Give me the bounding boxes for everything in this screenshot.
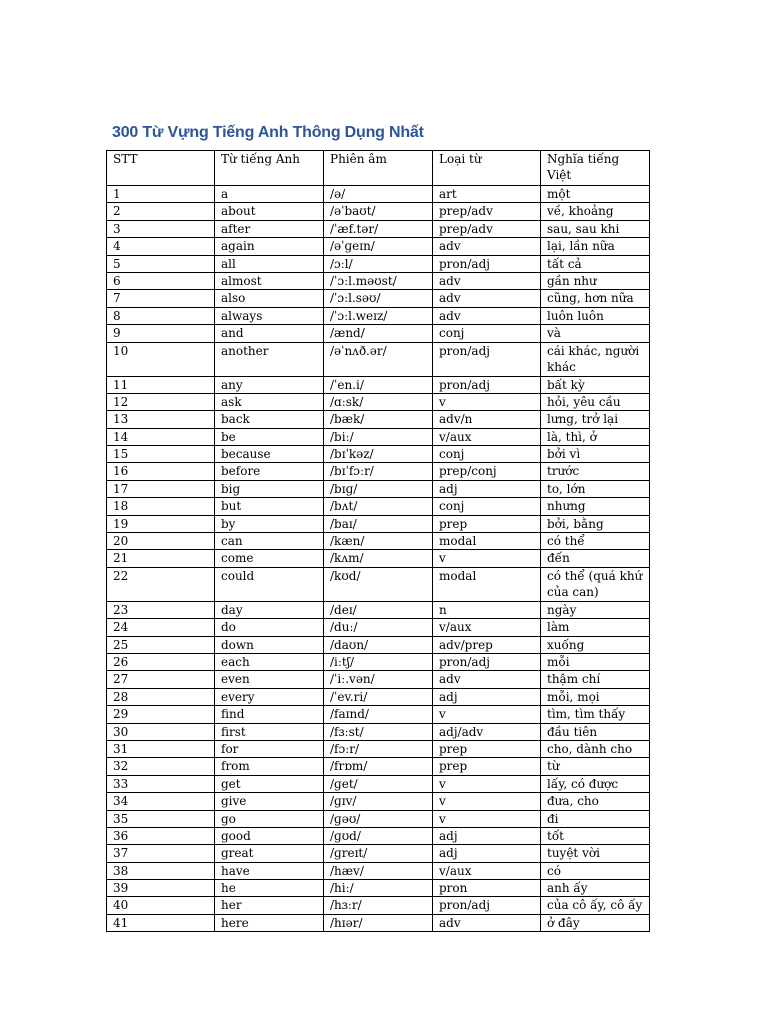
cell-word-type: adj — [433, 480, 541, 497]
cell-vietnamese-meaning: tốt — [541, 827, 650, 844]
cell-pronunciation: /ə/ — [324, 186, 433, 203]
cell-pronunciation: /faɪnd/ — [324, 706, 433, 723]
table-row — [107, 533, 650, 550]
table-row — [107, 272, 650, 289]
cell-english-word: day — [215, 601, 324, 618]
cell-stt: 21 — [107, 550, 215, 567]
cell-vietnamese-meaning: hỏi, yêu cầu — [541, 393, 650, 410]
cell-vietnamese-meaning: bất kỳ — [541, 376, 650, 393]
cell-stt: 3 — [107, 220, 215, 237]
cell-stt: 16 — [107, 463, 215, 480]
document-title: 300 Từ Vựng Tiếng Anh Thông Dụng Nhất — [112, 124, 424, 141]
cell-english-word: always — [215, 307, 324, 324]
cell-vietnamese-meaning: ở đây — [541, 914, 650, 931]
cell-vietnamese-meaning: to, lớn — [541, 480, 650, 497]
cell-english-word: here — [215, 914, 324, 931]
cell-english-word: her — [215, 897, 324, 914]
cell-vietnamese-meaning: gần như — [541, 272, 650, 289]
table-row — [107, 758, 650, 775]
table-row — [107, 845, 650, 862]
cell-stt: 24 — [107, 619, 215, 636]
cell-word-type: conj — [433, 325, 541, 342]
table-row — [107, 827, 650, 844]
cell-pronunciation: /ˈɔːl.səʊ/ — [324, 290, 433, 307]
cell-vietnamese-meaning: ngày — [541, 601, 650, 618]
cell-word-type: conj — [433, 498, 541, 515]
cell-english-word: get — [215, 775, 324, 792]
cell-pronunciation: /baɪ/ — [324, 515, 433, 532]
table-row — [107, 446, 650, 463]
cell-pronunciation: /ɔːl/ — [324, 255, 433, 272]
table-row — [107, 567, 650, 601]
cell-stt: 33 — [107, 775, 215, 792]
cell-stt: 36 — [107, 827, 215, 844]
cell-stt: 40 — [107, 897, 215, 914]
table-row — [107, 238, 650, 255]
cell-english-word: give — [215, 793, 324, 810]
cell-stt: 23 — [107, 601, 215, 618]
cell-english-word: ask — [215, 393, 324, 410]
header-vietnamese-meaning: Nghĩa tiếng Việt — [541, 151, 650, 186]
cell-word-type: prep — [433, 740, 541, 757]
cell-vietnamese-meaning: tất cả — [541, 255, 650, 272]
cell-vietnamese-meaning: trước — [541, 463, 650, 480]
cell-pronunciation: /ænd/ — [324, 325, 433, 342]
cell-english-word: all — [215, 255, 324, 272]
cell-stt: 1 — [107, 186, 215, 203]
cell-english-word: from — [215, 758, 324, 775]
cell-stt: 17 — [107, 480, 215, 497]
cell-stt: 4 — [107, 238, 215, 255]
cell-stt: 20 — [107, 533, 215, 550]
header-word-type: Loại từ — [433, 151, 541, 186]
cell-vietnamese-meaning: cái khác, người khác — [541, 342, 650, 376]
table-row — [107, 671, 650, 688]
table-row — [107, 636, 650, 653]
header-stt: STT — [107, 151, 215, 186]
table-row — [107, 775, 650, 792]
cell-vietnamese-meaning: sau, sau khi — [541, 220, 650, 237]
cell-word-type: pron/adj — [433, 342, 541, 376]
cell-stt: 31 — [107, 740, 215, 757]
cell-word-type: v/aux — [433, 619, 541, 636]
cell-vietnamese-meaning: tìm, tìm thấy — [541, 706, 650, 723]
table-row — [107, 914, 650, 931]
cell-vietnamese-meaning: nhưng — [541, 498, 650, 515]
cell-stt: 34 — [107, 793, 215, 810]
cell-english-word: again — [215, 238, 324, 255]
cell-english-word: about — [215, 203, 324, 220]
cell-pronunciation: /əˈnʌð.ər/ — [324, 342, 433, 376]
cell-stt: 30 — [107, 723, 215, 740]
cell-english-word: be — [215, 428, 324, 445]
cell-pronunciation: /bʌt/ — [324, 498, 433, 515]
cell-english-word: come — [215, 550, 324, 567]
cell-word-type: v — [433, 550, 541, 567]
cell-vietnamese-meaning: tuyệt vời — [541, 845, 650, 862]
cell-word-type: pron/adj — [433, 897, 541, 914]
table-row — [107, 880, 650, 897]
table-row — [107, 793, 650, 810]
cell-english-word: could — [215, 567, 324, 601]
cell-word-type: v — [433, 775, 541, 792]
table-row — [107, 376, 650, 393]
table-row — [107, 498, 650, 515]
cell-word-type: adv — [433, 307, 541, 324]
cell-vietnamese-meaning: một — [541, 186, 650, 203]
table-row — [107, 723, 650, 740]
cell-stt: 25 — [107, 636, 215, 653]
cell-stt: 32 — [107, 758, 215, 775]
cell-vietnamese-meaning: của cô ấy, cô ấy — [541, 897, 650, 914]
header-pronunciation: Phiên âm — [324, 151, 433, 186]
cell-pronunciation: /ˈɔːl.məʊst/ — [324, 272, 433, 289]
table-row — [107, 428, 650, 445]
table-row — [107, 203, 650, 220]
cell-english-word: also — [215, 290, 324, 307]
table-header-row — [107, 151, 650, 186]
cell-vietnamese-meaning: bởi, bằng — [541, 515, 650, 532]
cell-stt: 27 — [107, 671, 215, 688]
cell-english-word: great — [215, 845, 324, 862]
cell-word-type: v — [433, 793, 541, 810]
cell-stt: 12 — [107, 393, 215, 410]
cell-pronunciation: /hiː/ — [324, 880, 433, 897]
cell-pronunciation: /əˈbaʊt/ — [324, 203, 433, 220]
cell-english-word: almost — [215, 272, 324, 289]
cell-pronunciation: /əˈɡeɪn/ — [324, 238, 433, 255]
cell-english-word: do — [215, 619, 324, 636]
cell-vietnamese-meaning: đầu tiên — [541, 723, 650, 740]
cell-pronunciation: /hæv/ — [324, 862, 433, 879]
table-row — [107, 290, 650, 307]
cell-stt: 41 — [107, 914, 215, 931]
cell-vietnamese-meaning: lấy, có được — [541, 775, 650, 792]
table-row — [107, 255, 650, 272]
cell-vietnamese-meaning: có thể (quá khứ của can) — [541, 567, 650, 601]
cell-english-word: but — [215, 498, 324, 515]
cell-english-word: another — [215, 342, 324, 376]
cell-vietnamese-meaning: đến — [541, 550, 650, 567]
cell-stt: 9 — [107, 325, 215, 342]
cell-pronunciation: /ˈiː.vən/ — [324, 671, 433, 688]
cell-pronunciation: /deɪ/ — [324, 601, 433, 618]
cell-vietnamese-meaning: là, thì, ở — [541, 428, 650, 445]
cell-word-type: v — [433, 810, 541, 827]
cell-english-word: by — [215, 515, 324, 532]
cell-word-type: adv — [433, 272, 541, 289]
cell-stt: 19 — [107, 515, 215, 532]
cell-vietnamese-meaning: xuống — [541, 636, 650, 653]
cell-vietnamese-meaning: và — [541, 325, 650, 342]
cell-word-type: adj — [433, 827, 541, 844]
cell-stt: 10 — [107, 342, 215, 376]
cell-vietnamese-meaning: anh ấy — [541, 880, 650, 897]
cell-word-type: art — [433, 186, 541, 203]
table-row — [107, 810, 650, 827]
table-row — [107, 862, 650, 879]
cell-word-type: prep/conj — [433, 463, 541, 480]
cell-word-type: adj — [433, 688, 541, 705]
cell-vietnamese-meaning: lại, lần nữa — [541, 238, 650, 255]
cell-english-word: each — [215, 653, 324, 670]
cell-vietnamese-meaning: lưng, trở lại — [541, 411, 650, 428]
cell-stt: 39 — [107, 880, 215, 897]
cell-word-type: pron/adj — [433, 376, 541, 393]
cell-english-word: go — [215, 810, 324, 827]
cell-pronunciation: /ɡreɪt/ — [324, 845, 433, 862]
table-row — [107, 688, 650, 705]
cell-pronunciation: /biː/ — [324, 428, 433, 445]
cell-word-type: pron — [433, 880, 541, 897]
cell-stt: 18 — [107, 498, 215, 515]
cell-pronunciation: /frɒm/ — [324, 758, 433, 775]
cell-stt: 38 — [107, 862, 215, 879]
cell-stt: 14 — [107, 428, 215, 445]
table-row — [107, 601, 650, 618]
cell-stt: 29 — [107, 706, 215, 723]
cell-pronunciation: /ɡet/ — [324, 775, 433, 792]
cell-word-type: v — [433, 706, 541, 723]
cell-pronunciation: /kæn/ — [324, 533, 433, 550]
cell-word-type: prep/adv — [433, 203, 541, 220]
cell-stt: 6 — [107, 272, 215, 289]
cell-english-word: have — [215, 862, 324, 879]
cell-english-word: because — [215, 446, 324, 463]
cell-english-word: after — [215, 220, 324, 237]
cell-stt: 15 — [107, 446, 215, 463]
cell-word-type: adv — [433, 671, 541, 688]
vocabulary-table — [106, 150, 650, 932]
cell-pronunciation: /ˈev.ri/ — [324, 688, 433, 705]
table-row — [107, 411, 650, 428]
cell-word-type: modal — [433, 533, 541, 550]
cell-stt: 11 — [107, 376, 215, 393]
cell-pronunciation: /daʊn/ — [324, 636, 433, 653]
cell-english-word: back — [215, 411, 324, 428]
cell-pronunciation: /fɜːst/ — [324, 723, 433, 740]
table-row — [107, 220, 650, 237]
cell-vietnamese-meaning: đưa, cho — [541, 793, 650, 810]
cell-pronunciation: /bɪɡ/ — [324, 480, 433, 497]
table-body — [107, 186, 650, 932]
table-row — [107, 480, 650, 497]
cell-pronunciation: /ˈɔːl.weɪz/ — [324, 307, 433, 324]
table-row — [107, 619, 650, 636]
cell-vietnamese-meaning: làm — [541, 619, 650, 636]
cell-vietnamese-meaning: mỗi — [541, 653, 650, 670]
table-row — [107, 463, 650, 480]
cell-english-word: big — [215, 480, 324, 497]
cell-pronunciation: /fɔːr/ — [324, 740, 433, 757]
cell-pronunciation: /bɪˈfɔːr/ — [324, 463, 433, 480]
cell-word-type: adv — [433, 238, 541, 255]
cell-vietnamese-meaning: về, khoảng — [541, 203, 650, 220]
cell-pronunciation: /kʌm/ — [324, 550, 433, 567]
cell-word-type: modal — [433, 567, 541, 601]
cell-english-word: before — [215, 463, 324, 480]
cell-pronunciation: /hɪər/ — [324, 914, 433, 931]
cell-pronunciation: /duː/ — [324, 619, 433, 636]
table-row — [107, 393, 650, 410]
cell-word-type: conj — [433, 446, 541, 463]
table-row — [107, 307, 650, 324]
table-row — [107, 706, 650, 723]
cell-vietnamese-meaning: đi — [541, 810, 650, 827]
cell-english-word: find — [215, 706, 324, 723]
cell-vietnamese-meaning: có thể — [541, 533, 650, 550]
cell-vietnamese-meaning: mỗi, mọi — [541, 688, 650, 705]
cell-vietnamese-meaning: cho, dành cho — [541, 740, 650, 757]
cell-vietnamese-meaning: luôn luôn — [541, 307, 650, 324]
cell-word-type: pron/adj — [433, 255, 541, 272]
cell-english-word: first — [215, 723, 324, 740]
cell-pronunciation: /ɑːsk/ — [324, 393, 433, 410]
cell-english-word: any — [215, 376, 324, 393]
cell-word-type: adj/adv — [433, 723, 541, 740]
cell-pronunciation: /bɪˈkəz/ — [324, 446, 433, 463]
cell-vietnamese-meaning: có — [541, 862, 650, 879]
cell-word-type: adv/n — [433, 411, 541, 428]
table-row — [107, 325, 650, 342]
cell-stt: 5 — [107, 255, 215, 272]
cell-stt: 2 — [107, 203, 215, 220]
cell-english-word: even — [215, 671, 324, 688]
cell-word-type: adv — [433, 914, 541, 931]
table-row — [107, 653, 650, 670]
table-row — [107, 740, 650, 757]
cell-vietnamese-meaning: cũng, hơn nữa — [541, 290, 650, 307]
cell-pronunciation: /kʊd/ — [324, 567, 433, 601]
cell-english-word: for — [215, 740, 324, 757]
cell-stt: 8 — [107, 307, 215, 324]
cell-word-type: prep — [433, 515, 541, 532]
cell-stt: 35 — [107, 810, 215, 827]
table-row — [107, 550, 650, 567]
cell-pronunciation: /ɡɪv/ — [324, 793, 433, 810]
cell-word-type: n — [433, 601, 541, 618]
cell-vietnamese-meaning: bởi vì — [541, 446, 650, 463]
cell-stt: 22 — [107, 567, 215, 601]
table-row — [107, 515, 650, 532]
cell-word-type: adv — [433, 290, 541, 307]
cell-stt: 26 — [107, 653, 215, 670]
header-english-word: Từ tiếng Anh — [215, 151, 324, 186]
cell-stt: 13 — [107, 411, 215, 428]
cell-english-word: a — [215, 186, 324, 203]
cell-pronunciation: /hɜːr/ — [324, 897, 433, 914]
cell-pronunciation: /bæk/ — [324, 411, 433, 428]
cell-vietnamese-meaning: từ — [541, 758, 650, 775]
cell-word-type: v — [433, 393, 541, 410]
cell-word-type: v/aux — [433, 862, 541, 879]
cell-pronunciation: /ˈæf.tər/ — [324, 220, 433, 237]
cell-english-word: down — [215, 636, 324, 653]
table-row — [107, 186, 650, 203]
cell-english-word: good — [215, 827, 324, 844]
cell-stt: 28 — [107, 688, 215, 705]
cell-word-type: pron/adj — [433, 653, 541, 670]
cell-pronunciation: /iːtʃ/ — [324, 653, 433, 670]
cell-word-type: prep — [433, 758, 541, 775]
cell-word-type: adv/prep — [433, 636, 541, 653]
cell-word-type: adj — [433, 845, 541, 862]
cell-word-type: prep/adv — [433, 220, 541, 237]
table-row — [107, 897, 650, 914]
cell-pronunciation: /ɡʊd/ — [324, 827, 433, 844]
cell-english-word: he — [215, 880, 324, 897]
cell-pronunciation: /ɡəʊ/ — [324, 810, 433, 827]
cell-stt: 7 — [107, 290, 215, 307]
cell-vietnamese-meaning: thậm chí — [541, 671, 650, 688]
cell-english-word: and — [215, 325, 324, 342]
cell-english-word: can — [215, 533, 324, 550]
cell-word-type: v/aux — [433, 428, 541, 445]
cell-english-word: every — [215, 688, 324, 705]
table-row — [107, 342, 650, 376]
cell-pronunciation: /ˈen.i/ — [324, 376, 433, 393]
cell-stt: 37 — [107, 845, 215, 862]
